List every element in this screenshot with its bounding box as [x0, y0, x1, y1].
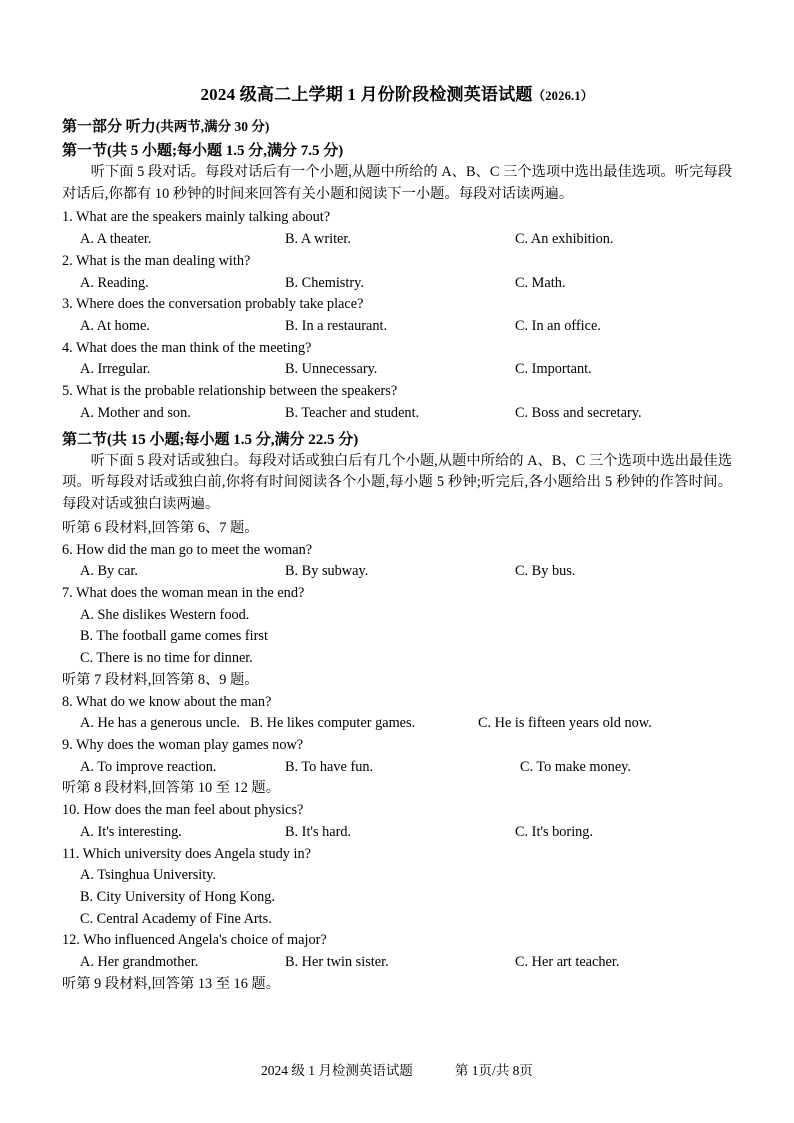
option-c[interactable]: C. By bus.	[515, 563, 576, 580]
page-title-date: （2026.1）	[532, 89, 594, 103]
question-1: 1. What are the speakers mainly talking about?	[62, 209, 331, 226]
section-two-instruction: 听下面 5 段对话或独白。每段对话或独白后有几个小题,从题中所给的 A、B、C 三个选项中选出最佳选项。听每段对话或独白前,你将有时间阅读各个小题,每小题 5 秒钟;听完后,各小题给出 5 秒钟的作答时间。每段对话或独白读两遍。	[62, 452, 732, 513]
option-b[interactable]: B. In a restaurant.	[285, 318, 388, 335]
question-8: 8. What do we know about the man?	[62, 693, 272, 710]
question-3: 3. Where does the conversation probably take place?	[62, 296, 364, 313]
section-two-heading: 第二节(共 15 小题;每小题 1.5 分,满分 22.5 分)	[62, 431, 359, 448]
option-a[interactable]: A. A theater.	[80, 231, 152, 248]
option-b[interactable]: B. He likes computer games.	[250, 715, 416, 732]
option-c[interactable]: C. Central Academy of Fine Arts.	[80, 910, 272, 927]
question-11-options	[62, 865, 732, 930]
option-b[interactable]: B. City University of Hong Kong.	[80, 889, 275, 905]
question-9: 9. Why does the woman play games now?	[62, 736, 304, 753]
question-5: 5. What is the probable relationship between the speakers?	[62, 383, 398, 400]
part-one-heading-main: 第一部分 听力	[62, 119, 156, 135]
option-c[interactable]: C. To make money.	[520, 758, 631, 775]
option-a[interactable]: A. She dislikes Western food.	[80, 606, 250, 623]
option-b[interactable]: B. It's hard.	[285, 823, 352, 840]
question-12: 12. Who influenced Angela's choice of major?	[62, 932, 327, 949]
option-c[interactable]: C. Math.	[515, 274, 566, 291]
option-a[interactable]: A. Her grandmother.	[80, 954, 199, 971]
question-10: 10. How does the man feel about physics?	[62, 802, 304, 819]
option-a[interactable]: A. Reading.	[80, 274, 149, 291]
option-c[interactable]: C. An exhibition.	[515, 231, 614, 248]
question-8-options	[62, 713, 732, 735]
footer-exam-name: 2024 级 1 月检测英语试题	[261, 1063, 413, 1078]
section-one-heading: 第一节(共 5 小题;每小题 1.5 分,满分 7.5 分)	[62, 143, 344, 159]
option-c[interactable]: C. He is fifteen years old now.	[478, 715, 652, 732]
option-b[interactable]: B. By subway.	[285, 563, 369, 580]
page-title	[62, 80, 732, 105]
question-11: 11. Which university does Angela study in?	[62, 845, 311, 862]
option-a[interactable]: A. Mother and son.	[80, 404, 191, 421]
option-c[interactable]: C. There is no time for dinner.	[80, 650, 253, 667]
option-a[interactable]: A. By car.	[80, 563, 138, 580]
listening-note-7: 听第 7 段材料,回答第 8、9 题。	[62, 671, 259, 688]
option-a[interactable]: A. Tsinghua University.	[80, 867, 217, 884]
option-c[interactable]: C. In an office.	[515, 318, 601, 335]
section-one-instruction: 听下面 5 段对话。每段对话后有一个小题,从题中所给的 A、B、C 三个选项中选出最佳选项。听完每段对话后,你都有 10 秒钟的时间来回答有关小题和阅读下一小题。每段对话读两遍。	[62, 164, 732, 202]
part-one-heading-sub: (共两节,满分 30 分)	[155, 119, 270, 134]
option-a[interactable]: A. It's interesting.	[80, 823, 182, 840]
question-7: 7. What does the woman mean in the end?	[62, 584, 305, 601]
page-footer	[0, 1059, 794, 1079]
option-c[interactable]: C. It's boring.	[515, 823, 594, 840]
question-4-options	[62, 359, 732, 381]
listening-note-8: 听第 8 段材料,回答第 10 至 12 题。	[62, 780, 281, 797]
option-b[interactable]: B. Unnecessary.	[285, 361, 378, 378]
question-5-options	[62, 403, 732, 425]
option-b[interactable]: B. A writer.	[285, 231, 351, 248]
option-a[interactable]: A. To improve reaction.	[80, 758, 217, 775]
question-7-options	[62, 605, 732, 670]
option-c[interactable]: C. Her art teacher.	[515, 954, 620, 971]
option-b[interactable]: B. Teacher and student.	[285, 404, 420, 421]
listening-note-9: 听第 9 段材料,回答第 13 至 16 题。	[62, 975, 281, 992]
footer-page-number: 第 1页/共 8页	[454, 1063, 533, 1078]
listening-note-6: 听第 6 段材料,回答第 6、7 题。	[62, 519, 259, 536]
question-1-options	[62, 229, 732, 251]
question-6-options	[62, 561, 732, 583]
option-a[interactable]: A. At home.	[80, 318, 150, 335]
option-b[interactable]: B. The football game comes first	[80, 628, 268, 645]
question-4: 4. What does the man think of the meeting?	[62, 339, 312, 356]
question-2: 2. What is the man dealing with?	[62, 252, 251, 269]
question-6: 6. How did the man go to meet the woman?	[62, 541, 313, 558]
question-2-options	[62, 273, 732, 295]
question-10-options	[62, 822, 732, 844]
question-9-options	[62, 757, 732, 779]
question-3-options	[62, 316, 732, 338]
option-a[interactable]: A. Irregular.	[80, 361, 151, 378]
page-title-main: 2024 级高二上学期 1 月份阶段检测英语试题	[200, 85, 533, 104]
question-12-options	[62, 952, 732, 974]
part-one-heading	[62, 115, 732, 136]
option-c[interactable]: C. Boss and secretary.	[515, 404, 642, 421]
option-b[interactable]: B. To have fun.	[285, 758, 374, 775]
option-a[interactable]: A. He has a generous uncle.	[80, 715, 240, 732]
option-b[interactable]: B. Chemistry.	[285, 274, 364, 291]
option-b[interactable]: B. Her twin sister.	[285, 954, 389, 971]
option-c[interactable]: C. Important.	[515, 361, 592, 378]
